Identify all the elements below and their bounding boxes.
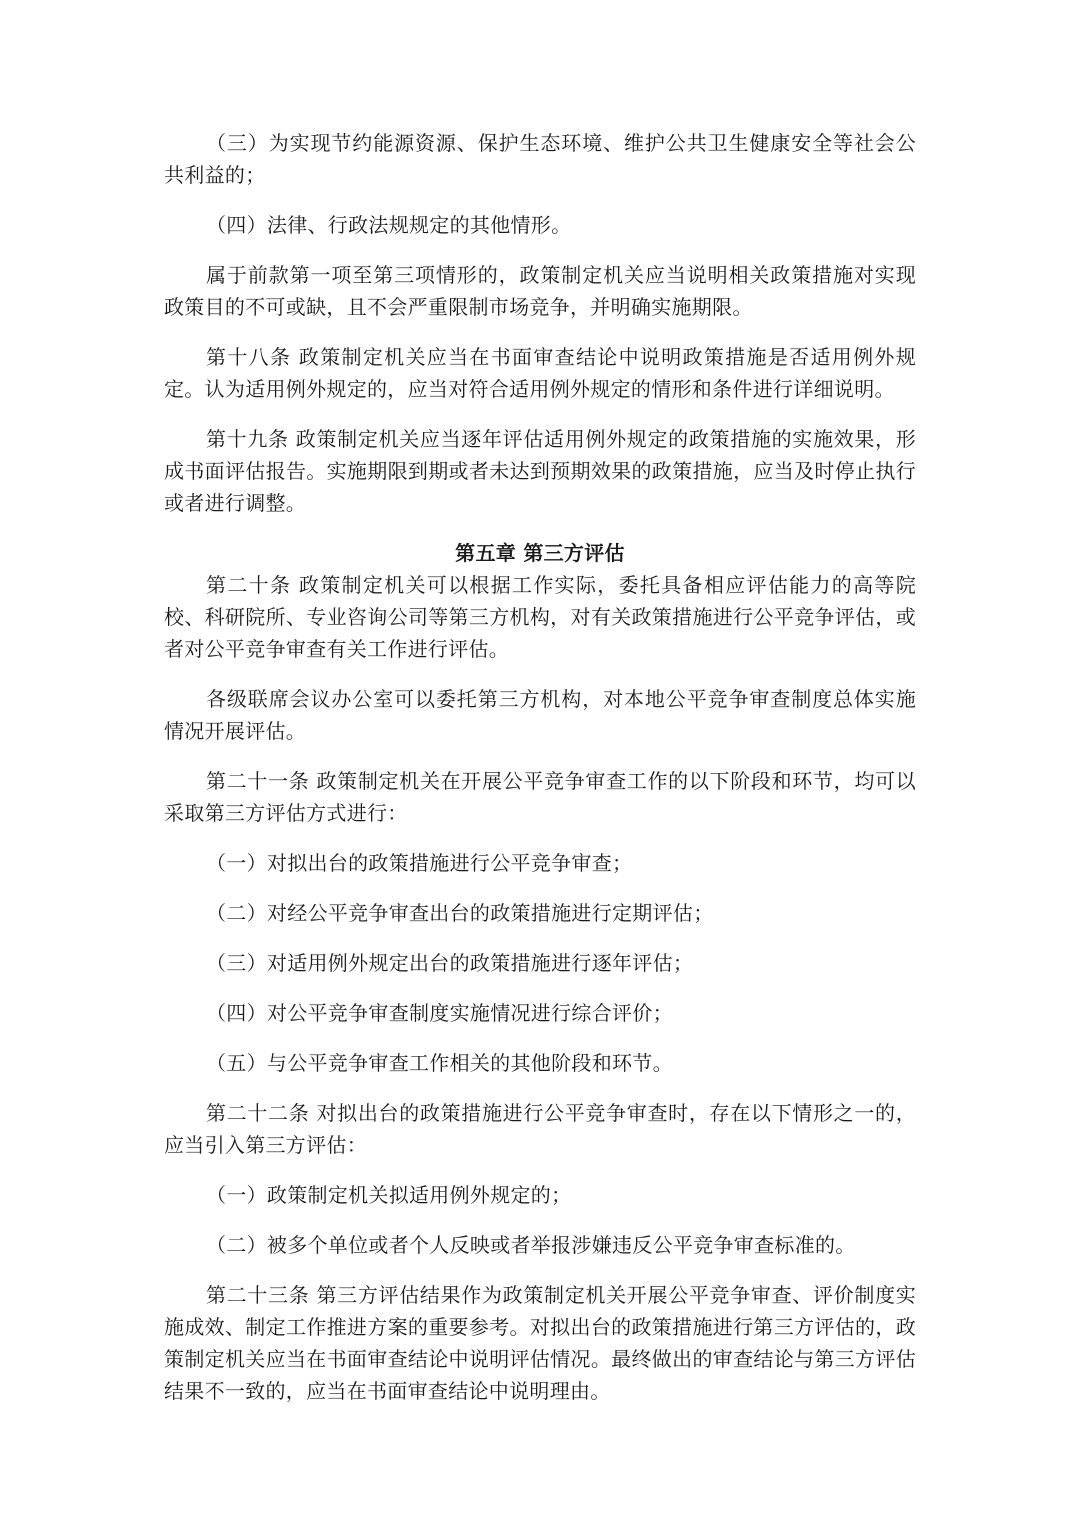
- chapter-title: 第五章 第三方评估: [455, 541, 625, 565]
- paragraph-article-21-item-1: （一）对拟出台的政策措施进行公平竞争审查；: [206, 851, 633, 875]
- paragraph-exception-note: 属于前款第一项至第三项情形的，政策制定机关应当说明相关政策措施对实现政策目的不可或缺，且不会严重限制市场竞争，并明确实施期限。: [164, 263, 916, 319]
- paragraph-item-4: （四）法律、行政法规规定的其他情形。: [206, 213, 572, 237]
- paragraph-article-21-item-4: （四）对公平竞争审查制度实施情况进行综合评价；: [206, 1001, 673, 1025]
- paragraph-article-21-item-3: （三）对适用例外规定出台的政策措施进行逐年评估；: [206, 951, 694, 975]
- paragraph-article-22: 第二十二条 对拟出台的政策措施进行公平竞争审查时，存在以下情形之一的，应当引入第三方评估：: [164, 1101, 916, 1157]
- paragraph-article-18: 第十八条 政策制定机关应当在书面审查结论中说明政策措施是否适用例外规定。认为适用例外规定的，应当对符合适用例外规定的情形和条件进行详细说明。: [164, 345, 916, 401]
- paragraph-article-21-item-2: （二）对经公平竞争审查出台的政策措施进行定期评估；: [206, 901, 714, 925]
- paragraph-joint-office: 各级联席会议办公室可以委托第三方机构，对本地公平竞争审查制度总体实施情况开展评估。: [164, 687, 916, 743]
- paragraph-article-21-item-5: （五）与公平竞争审查工作相关的其他阶段和环节。: [206, 1051, 673, 1075]
- document-body: [164, 127, 916, 1407]
- paragraph-article-19: 第十九条 政策制定机关应当逐年评估适用例外规定的政策措施的实施效果，形成书面评估报告。实施期限到期或者未达到预期效果的政策措施，应当及时停止执行或者进行调整。: [164, 427, 916, 515]
- paragraph-article-21: 第二十一条 政策制定机关在开展公平竞争审查工作的以下阶段和环节，均可以采取第三方评估方式进行：: [164, 769, 916, 825]
- paragraph-article-20: 第二十条 政策制定机关可以根据工作实际，委托具备相应评估能力的高等院校、科研院所、专业咨询公司等第三方机构，对有关政策措施进行公平竞争评估，或者对公平竞争审查有关工作进行评估。: [164, 573, 916, 661]
- paragraph-article-23: 第二十三条 第三方评估结果作为政策制定机关开展公平竞争审查、评价制度实施成效、制定工作推进方案的重要参考。对拟出台的政策措施进行第三方评估的，政策制定机关应当在书面审查结论中说明评估情况。最终做出的审查结论与第三方评估结果不一致的，应当在书面审查结论中说明理由。: [164, 1283, 916, 1403]
- paragraph-article-22-item-2: （二）被多个单位或者个人反映或者举报涉嫌违反公平竞争审查标准的。: [206, 1233, 856, 1257]
- paragraph-article-22-item-1: （一）政策制定机关拟适用例外规定的；: [206, 1183, 572, 1207]
- paragraph-item-3: （三）为实现节约能源资源、保护生态环境、维护公共卫生健康安全等社会公共利益的；: [164, 131, 916, 187]
